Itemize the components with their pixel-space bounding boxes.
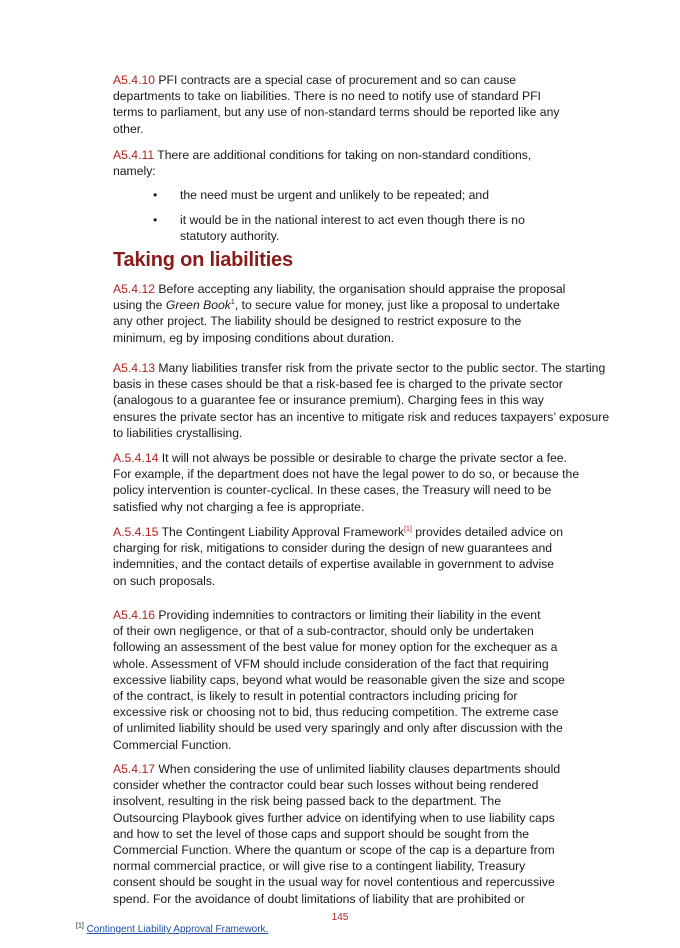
paragraph-a5-4-16: A5.4.16 Providing indemnities to contractors or limiting their liability in the event of their own negligence, or that of a sub-contractor, should only be undertaken following an assessment of the best value for money option for the exchequer as a whole. Assessment of VFM should include consideration of the fact that requiring excessive liability caps, beyond what would be reasonable given the size and scope of the contract, is likely to result in potential contractors including pricing for excessive risk or choosing not to bid, thus reducing competition. The extreme case of unlimited liability should be used very sparingly and only after discussion with the Commercial Function. (113, 608, 565, 752)
green-book-title: Green Book (165, 298, 231, 313)
paragraph-a5-4-13: A5.4.13 Many liabilities transfer risk from the private sector to the public sector. The starting basis in these cases should be that a risk-based fee is charged to the private sector (analogous to a guarantee fee or insurance premium). Charging fees in this way ensures the private sector has an incentive to mitigate risk and reduces taxpayers’ exposure to liabilities crystallising. (113, 361, 610, 440)
footnote-ref: 1 (230, 299, 235, 307)
section-heading: Taking on liabilities (113, 249, 293, 271)
bullet-icon: • (153, 188, 158, 202)
paragraph-a5-4-10: A5.4.10 PFI contracts are a special case of procurement and so can cause departments to take on liabilities. There is no need to notify use of standard PFI terms to parliament, but any use of non-standard terms should be reported like any other. (113, 73, 560, 136)
paragraph-a5-4-11: A5.4.11 There are additional conditions for taking on non-standard conditions, namely: (113, 148, 532, 179)
paragraph-number: A5.4.10 (113, 73, 156, 87)
list-item: it would be in the national interest to act even though there is no statutory authority. (180, 213, 525, 244)
paragraph-number: A.5.4.15 (113, 525, 159, 539)
paragraph-number: A5.4.12 (113, 282, 156, 296)
list-item: the need must be urgent and unlikely to be repeated; and (180, 188, 489, 202)
footnote-marker: [1] (76, 922, 84, 930)
paragraph-number: A.5.4.14 (113, 451, 159, 465)
paragraph-a5-4-12: A5.4.12 Before accepting any liability, the organisation should appraise the proposal using the Green Book$^1$, to secure value for money, just like a proposal to undertake any other project. The liability should be designed to restrict exposure to the minimum, eg by imposing conditions about duration. (113, 282, 566, 345)
page-number: 145 (331, 912, 349, 923)
paragraph-number: A5.4.11 (113, 148, 155, 162)
paragraph-number: A5.4.17 (113, 762, 156, 776)
footnote-ref[interactable]: [1] (404, 525, 412, 533)
footnote-link[interactable]: Contingent Liability Approval Framework. (86, 924, 269, 935)
footnote (76, 924, 268, 935)
bullet-icon: • (153, 213, 158, 227)
paragraph-a5-4-17: A5.4.17 When considering the use of unlimited liability clauses departments should consider whether the contractor could bear such losses without being rendered insolvent, resulting in the risk being passed back to the department. The Outsourcing Playbook gives further advice on identifying when to use liability caps and how to set the level of those caps and support should be sought from the Commercial Function. Where the quantum or scope of the cap is a departure from normal commercial practice, or will give rise to a contingent liability, Treasury consent should be sought in the usual way for novel contentious and repercussive spend. For the avoidance of doubt limitations of liability that are prohibited or (113, 762, 561, 906)
paragraph-number: A5.4.13 (113, 361, 156, 375)
paragraph-number: A5.4.16 (113, 608, 156, 622)
paragraph-a5-4-15: A.5.4.15 The Contingent Liability Approval Framework[1] provides detailed advice on charging for risk, mitigations to consider during the design of new guarantees and indemnities, and the contact details of expertise available in government to advise on such proposals. (113, 525, 563, 588)
paragraph-a5-4-14: A.5.4.14 It will not always be possible or desirable to charge the private sector a fee. For example, if the department does not have the legal power to do so, or because the policy intervention is counter-cyclical. In these cases, the Treasury will need to be satisfied why not charging a fee is appropriate. (113, 451, 580, 514)
